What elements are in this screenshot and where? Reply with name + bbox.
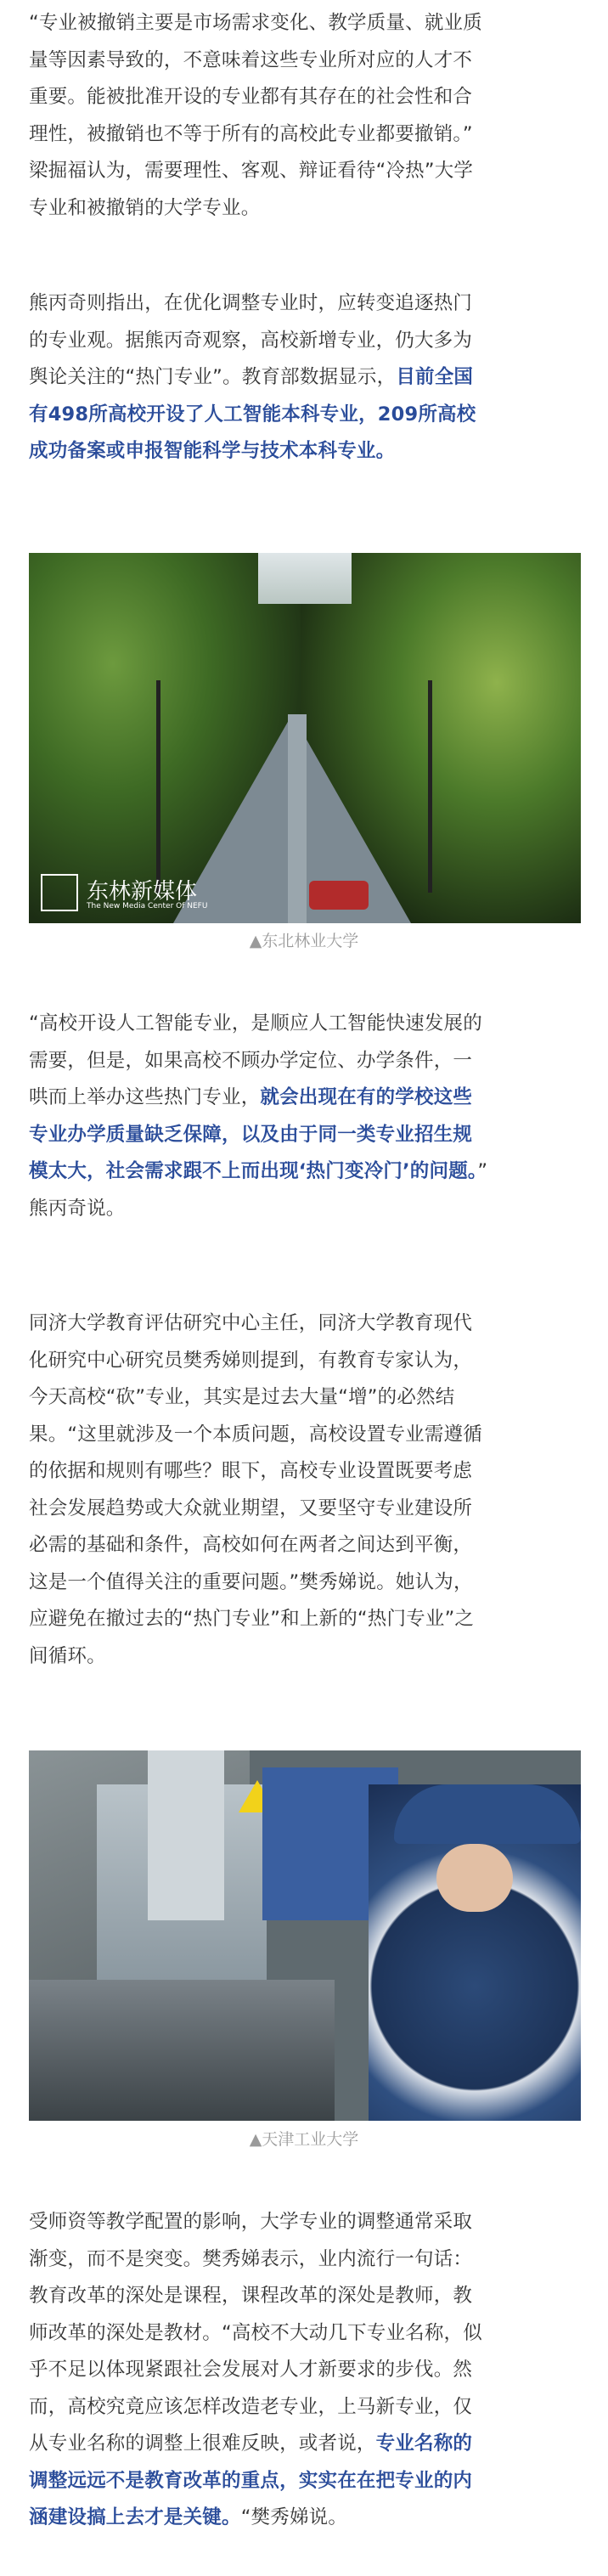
paragraph-line: “高校开设人工智能专业，是顺应人工智能快速发展的: [29, 1012, 482, 1034]
paragraph-line: 受师资等教学配置的影响，大学专业的调整通常采取: [29, 2211, 473, 2233]
photo-caption-1: ▲东北林业大学: [249, 932, 359, 950]
paragraph-line: 间循环。: [29, 1644, 106, 1667]
highlighted-text: 成功备案或申报智能科学与技术本科专业。: [29, 440, 396, 462]
paragraph-line: 这是一个值得关注的重要问题。”樊秀娣说。她认为，: [29, 1570, 473, 1593]
paragraph-line: 应避免在撤过去的“热门专业”和上新的“热门专业”之: [29, 1608, 475, 1630]
paragraph-line: 的依据和规则有哪些？眼下，高校专业设置既要考虑: [29, 1460, 473, 1482]
paragraph-2: [29, 285, 581, 471]
paragraph-line: 熊丙奇则指出，在优化调整专业时，应转变追逐热门: [29, 292, 473, 314]
paragraph-line: 梁掘福认为，需要理性、客观、辩证看待“冷热”大学: [29, 160, 474, 182]
paragraph-1: [29, 5, 581, 227]
highlighted-text: 模太大，社会需求跟不上而出现‘热门变冷门’的问题。: [29, 1160, 478, 1182]
paragraph-3: [29, 1006, 581, 1227]
paragraph-line: 必需的基础和条件，高校如何在两者之间达到平衡，: [29, 1534, 473, 1556]
paragraph-line: 理性，被撤销也不等于所有的高校此专业都要撤销。”: [29, 122, 473, 145]
paragraph-line: 教育改革的深处是课程，课程改革的深处是教师，教: [29, 2285, 473, 2307]
paragraph-line: 社会发展趋势或大众就业期望，又要坚守专业建设所: [29, 1497, 473, 1519]
photo-caption-2: ▲天津工业大学: [249, 2130, 359, 2149]
paragraph-line: “樊秀娣说。: [240, 2506, 348, 2528]
paragraph-line: 重要。能被批准开设的专业都有其存在的社会性和合: [29, 86, 473, 108]
photo-machine-workshop: [29, 1750, 581, 2121]
paragraph-line: 而，高校究竟应该怎样改造老专业，上马新专业，仅: [29, 2395, 473, 2418]
car-image: [309, 881, 369, 910]
paragraph-line: 渐变，而不是突变。樊秀娣表示，业内流行一句话：: [29, 2247, 473, 2270]
paragraph-line: 量等因素导致的，不意味着这些专业所对应的人才不: [29, 48, 473, 71]
paragraph-5: [29, 2204, 581, 2537]
closing-quote: ”: [477, 1160, 488, 1182]
photo-tree-lined-road: [29, 553, 581, 923]
paragraph-line: “专业被撤销主要是市场需求变化、教学质量、就业质: [29, 12, 482, 34]
paragraph-line: 专业和被撤销的大学专业。: [29, 196, 261, 219]
paragraph-line: 从专业名称的调整上很难反映，或者说，: [29, 2432, 376, 2455]
paragraph-4: [29, 1305, 581, 1675]
paragraph-line: 果。“这里就涉及一个本质问题，高校设置专业需遵循: [29, 1423, 482, 1446]
paragraph-line: 熊丙奇说。: [29, 1197, 126, 1220]
highlighted-text: 目前全国: [396, 366, 474, 388]
paragraph-line: 师改革的深处是教材。“高校不大动几下专业名称，似: [29, 2321, 482, 2344]
highlighted-text: 调整远远不是教育改革的重点，实实在在把专业的内: [29, 2469, 473, 2492]
highlighted-text: 就会出现在有的学校这些: [260, 1086, 473, 1108]
highlighted-text: 专业办学质量缺乏保障，以及由于同一类专业招生规: [29, 1123, 473, 1146]
paragraph-line: 哄而上举办这些热门专业，: [29, 1086, 261, 1108]
logo-text: 东林新媒体: [87, 879, 198, 905]
highlighted-text: 涵建设搞上去才是关键。: [29, 2506, 241, 2528]
highlighted-text: 专业名称的: [375, 2432, 473, 2455]
paragraph-line: 化研究中心研究员樊秀娣则提到，有教育专家认为，: [29, 1349, 473, 1372]
paragraph-line: 的专业观。据熊丙奇观察，高校新增专业，仍大多为: [29, 329, 473, 352]
paragraph-line: 舆论关注的“热门专业”。教育部数据显示，: [29, 366, 397, 388]
logo-subtext: The New Media Center Of NEFU: [87, 902, 208, 910]
paragraph-line: 同济大学教育评估研究中心主任，同济大学教育现代: [29, 1312, 473, 1334]
highlighted-text: 有498所高校开设了人工智能本科专业，209所高校: [29, 403, 476, 426]
paragraph-line: 需要，但是，如果高校不顾办学定位、办学条件，一: [29, 1049, 473, 1072]
paragraph-line: 乎不足以体现紧跟社会发展对人才新要求的步伐。然: [29, 2359, 473, 2381]
paragraph-line: 今天高校“砍”专业，其实是过去大量“增”的必然结: [29, 1386, 455, 1408]
seal-icon: [41, 874, 78, 911]
